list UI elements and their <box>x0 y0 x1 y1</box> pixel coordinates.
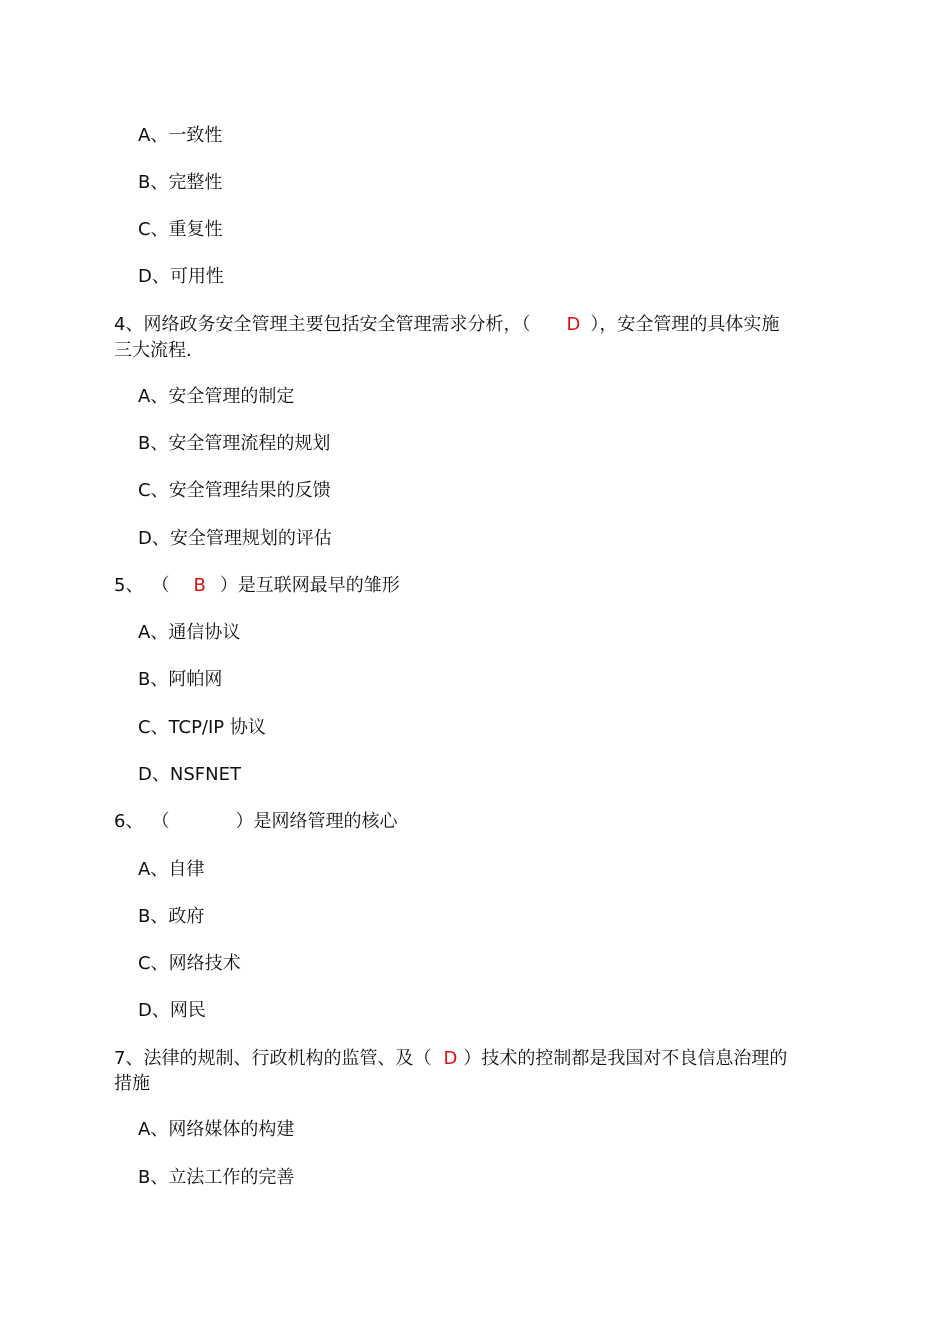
question-text-before: （ <box>151 811 170 832</box>
question-6-line <box>114 809 397 835</box>
option-line: A、网络媒体的构建 <box>138 1119 295 1140</box>
option-line: B、政府 <box>138 906 205 927</box>
answer-mark: D <box>443 1048 458 1069</box>
option-line: A、自律 <box>138 859 205 880</box>
option-line: C、重复性 <box>138 219 223 240</box>
option-line: A、通信协议 <box>138 622 241 643</box>
option-line: D、网民 <box>138 1000 206 1021</box>
answer-mark: B <box>193 575 206 596</box>
question-4-continuation: 三大流程. <box>114 340 192 361</box>
option-line: D、NSFNET <box>138 764 241 785</box>
question-text-after: ）是网络管理的核心 <box>235 811 398 832</box>
option-line: C、TCP/IP 协议 <box>138 717 266 738</box>
option-line: A、安全管理的制定 <box>138 386 295 407</box>
question-text-before: 网络政务安全管理主要包括安全管理需求分析，（ <box>143 314 531 335</box>
answer-mark: D <box>566 314 581 335</box>
option-line: D、安全管理规划的评估 <box>138 528 332 549</box>
option-line: B、阿帕网 <box>138 669 223 690</box>
question-text-after: ）是互联网最早的雏形 <box>219 575 400 596</box>
option-line: C、安全管理结果的反馈 <box>138 480 331 501</box>
question-text-after: ），安全管理的具体实施 <box>590 314 780 335</box>
question-number: 7、 <box>114 1048 144 1069</box>
question-text-before: 法律的规制、行政机构的监管、及（ <box>143 1048 432 1069</box>
question-number: 5、 <box>114 575 144 596</box>
question-7-line <box>114 1046 787 1072</box>
question-text-after: ）技术的控制都是我国对不良信息治理的 <box>463 1048 788 1069</box>
option-line: B、立法工作的完善 <box>138 1167 295 1188</box>
question-7-continuation: 措施 <box>114 1073 150 1094</box>
question-5-line <box>114 573 400 599</box>
question-4-line <box>114 312 779 338</box>
option-line: B、完整性 <box>138 172 223 193</box>
question-number: 6、 <box>114 811 144 832</box>
question-number: 4、 <box>114 314 144 335</box>
option-line: D、可用性 <box>138 266 224 287</box>
option-line: C、网络技术 <box>138 953 241 974</box>
option-line: A、一致性 <box>138 125 223 146</box>
question-text-before: （ <box>151 575 170 596</box>
option-line: B、安全管理流程的规划 <box>138 433 331 454</box>
